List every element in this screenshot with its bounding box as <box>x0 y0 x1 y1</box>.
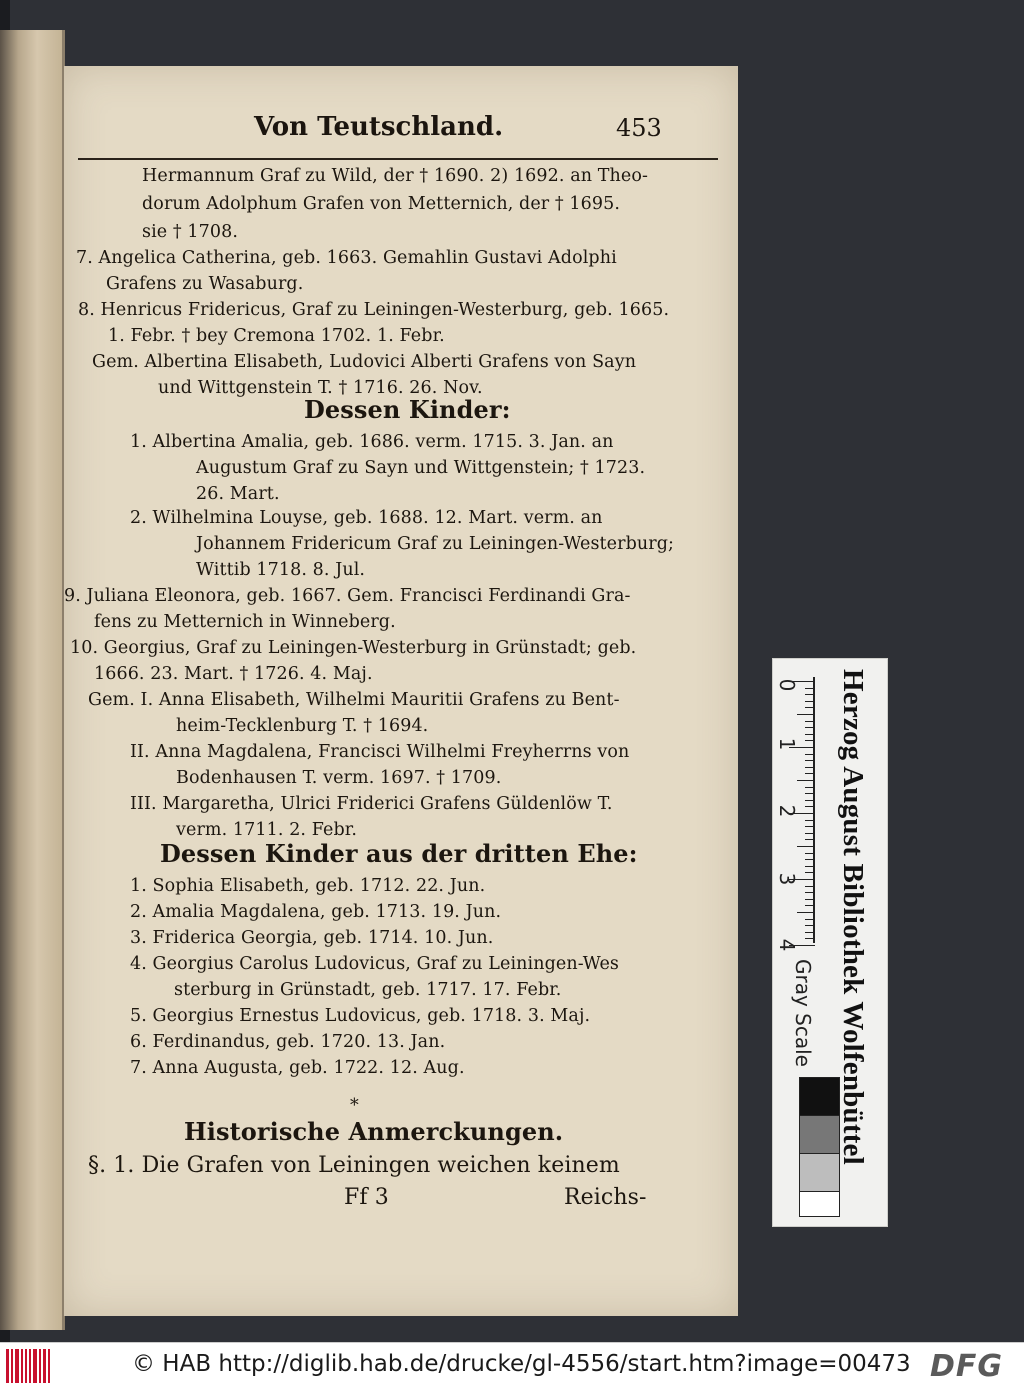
text-line: 10. Georgius, Graf zu Leiningen-Westerburg in Grünstadt; geb. <box>70 638 637 658</box>
ruler-tick <box>805 688 815 689</box>
ruler-tick <box>805 694 815 695</box>
ruler-tick <box>805 892 815 893</box>
ruler-tick <box>805 773 815 774</box>
ruler-number: 0 <box>775 678 799 692</box>
signature-mark: Ff 3 <box>344 1185 389 1210</box>
ruler-tick <box>805 800 815 801</box>
copyright-link[interactable]: © HAB http://diglib.hab.de/drucke/gl-4556/start.htm?image=00473 <box>132 1351 911 1377</box>
ruler-tick <box>805 899 815 900</box>
text-line: 3. Friderica Georgia, geb. 1714. 10. Jun. <box>130 928 494 948</box>
ruler-tick <box>805 938 815 939</box>
ruler-tick <box>805 734 815 735</box>
ruler-tick <box>805 839 815 840</box>
text-line: 9. Juliana Eleonora, geb. 1667. Gem. Francisci Ferdinandi Gra- <box>64 586 631 606</box>
ruler-tick <box>805 806 815 807</box>
text-line: III. Margaretha, Ulrici Friderici Grafens Güldenlöw T. <box>130 794 613 814</box>
ruler-tick <box>805 866 815 867</box>
ruler-tick <box>805 793 815 794</box>
reference-card <box>772 658 888 1227</box>
ruler-tick <box>805 787 815 788</box>
dfg-logo: DFG <box>930 1349 1004 1384</box>
ruler-tick <box>805 833 815 834</box>
text-line: 1. Febr. † bey Cremona 1702. 1. Febr. <box>108 326 445 346</box>
text-line: Johannem Fridericum Graf zu Leiningen-Westerburg; <box>196 534 675 554</box>
text-line: 7. Anna Augusta, geb. 1722. 12. Aug. <box>130 1058 465 1078</box>
running-head: Von Teutschland. <box>254 112 504 142</box>
ruler-tick <box>805 826 815 827</box>
text-line: Wittib 1718. 8. Jul. <box>196 560 366 580</box>
text-line: Bodenhausen T. verm. 1697. † 1709. <box>176 768 502 788</box>
ruler-number: 1 <box>775 737 799 751</box>
text-line: 6. Ferdinandus, geb. 1720. 13. Jan. <box>130 1032 446 1052</box>
text-line: 7. Angelica Catherina, geb. 1663. Gemahlin Gustavi Adolphi <box>76 248 617 268</box>
text-line: 5. Georgius Ernestus Ludovicus, geb. 1718. 3. Maj. <box>130 1006 591 1026</box>
text-line: 2. Wilhelmina Louyse, geb. 1688. 12. Mart. verm. an <box>130 508 603 528</box>
text-line: heim-Tecklenburg T. † 1694. <box>176 716 429 736</box>
ruler-tick <box>805 859 815 860</box>
ruler-tick <box>805 820 815 821</box>
ruler-line <box>813 677 815 943</box>
text-line: 1666. 23. Mart. † 1726. 4. Maj. <box>94 664 373 684</box>
text-line: sie † 1708. <box>142 222 239 242</box>
text-line: 4. Georgius Carolus Ludovicus, Graf zu Leiningen-Wes <box>130 954 620 974</box>
ruler-tick <box>805 853 815 854</box>
ruler-tick <box>805 707 815 708</box>
text-line: sterburg in Grünstadt, geb. 1717. 17. Febr. <box>174 980 562 1000</box>
adjacent-page-edge <box>0 30 65 1330</box>
hab-logo-icon <box>6 1349 50 1383</box>
ruler-tick <box>805 740 815 741</box>
ruler-number: 3 <box>775 872 799 886</box>
ruler-number: 2 <box>775 804 799 818</box>
adjacent-page-bleed <box>22 30 58 1330</box>
ruler-tick <box>805 905 815 906</box>
ruler-tick <box>805 886 815 887</box>
text-line: fens zu Metternich in Winneberg. <box>94 612 396 632</box>
text-line: verm. 1711. 2. Febr. <box>176 820 357 840</box>
institution-name: Herzog August Bibliothek Wolfenbüttel <box>837 669 869 1165</box>
page-number: 453 <box>616 114 662 142</box>
text-line: §. 1. Die Grafen von Leiningen weichen keinem <box>88 1153 620 1178</box>
section-heading: Dessen Kinder aus der dritten Ehe: <box>160 839 638 868</box>
ruler-tick <box>805 919 815 920</box>
text-line: dorum Adolphum Grafen von Metternich, der † 1695. <box>142 194 621 214</box>
text-line: Hermannum Graf zu Wild, der † 1690. 2) 1692. an Theo- <box>142 166 649 186</box>
ruler-tick <box>805 760 815 761</box>
text-line: 1. Albertina Amalia, geb. 1686. verm. 1715. 3. Jan. an <box>130 432 614 452</box>
gray-scale-label: Gray Scale <box>791 959 815 1067</box>
ruler-tick <box>805 721 815 722</box>
ruler-tick <box>805 925 815 926</box>
text-line: und Wittgenstein T. † 1716. 26. Nov. <box>158 378 483 398</box>
text-line: Gem. I. Anna Elisabeth, Wilhelmi Mauritii Grafens zu Bent- <box>88 690 620 710</box>
ruler-tick <box>805 872 815 873</box>
text-line: Grafens zu Wasaburg. <box>106 274 304 294</box>
catchword: Reichs- <box>564 1185 647 1210</box>
text-line: Augustum Graf zu Sayn und Wittgenstein; † 1723. <box>196 458 646 478</box>
ruler-tick <box>797 846 815 847</box>
head-rule <box>78 158 718 160</box>
text-line: 1. Sophia Elisabeth, geb. 1712. 22. Jun. <box>130 876 486 896</box>
ruler-tick <box>797 912 815 913</box>
section-heading: Dessen Kinder: <box>304 395 511 424</box>
section-heading: Historische Anmerckungen. <box>184 1117 564 1146</box>
text-line: II. Anna Magdalena, Francisci Wilhelmi Freyherrns von <box>130 742 630 762</box>
ornament-asterisk: * <box>350 1096 359 1116</box>
ruler-tick <box>797 780 815 781</box>
text-line: 26. Mart. <box>196 484 280 504</box>
ruler-tick <box>805 767 815 768</box>
text-line: 8. Henricus Fridericus, Graf zu Leiningen-Westerburg, geb. 1665. <box>78 300 670 320</box>
book-page <box>64 66 738 1316</box>
ruler-tick <box>805 727 815 728</box>
ruler-tick <box>805 701 815 702</box>
text-line: 2. Amalia Magdalena, geb. 1713. 19. Jun. <box>130 902 502 922</box>
ruler-tick <box>805 754 815 755</box>
text-line: Gem. Albertina Elisabeth, Ludovici Alberti Grafens von Sayn <box>92 352 637 372</box>
ruler-tick <box>797 714 815 715</box>
ruler-number: 4 <box>775 938 799 952</box>
ruler-tick <box>805 932 815 933</box>
footer-bar <box>0 1342 1024 1388</box>
